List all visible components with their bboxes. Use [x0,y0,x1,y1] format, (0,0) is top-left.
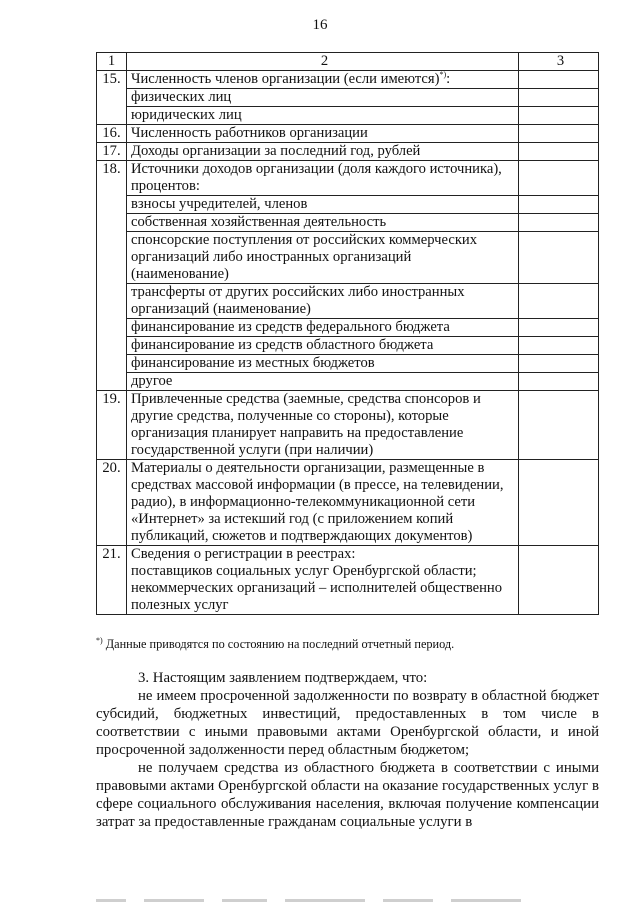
subrow-line: спонсорские поступления от российских коммерческих [131,232,478,248]
subrow-line: финансирование из местных бюджетов [131,355,375,371]
header-col-3: 3 [519,53,599,71]
row-label [127,391,519,460]
row-label [127,71,519,89]
table-subrow [97,319,599,337]
value-cell[interactable] [519,125,599,143]
table-subrow [97,337,599,355]
row-number: 17. [97,143,127,161]
table-subrow [97,232,599,284]
row-label-line: Сведения о регистрации в реестрах: [131,546,356,562]
subrow-line: финансирование из средств федерального бюджета [131,319,450,335]
subrow-line: взносы учредителей, членов [131,196,308,212]
subrow-label [127,284,519,319]
page-number: 16 [312,17,328,33]
subrow-label [127,214,519,232]
row-label-line: организация планирует направить на предоставление [131,425,464,441]
colon: : [446,71,451,87]
row-number: 20. [97,460,127,546]
value-cell[interactable] [519,546,599,615]
row-label-line: Материалы о деятельности организации, размещенные в [131,460,485,476]
row-label-line: полезных услуг [131,597,229,613]
table-subrow [97,284,599,319]
subrow-line: собственная хозяйственная деятельность [131,214,387,230]
paragraph-intro: 3. Настоящим заявлением подтверждаем, что: [138,670,428,686]
table-subrow [97,373,599,391]
row-number: 16. [97,125,127,143]
value-cell[interactable] [519,373,599,391]
value-cell[interactable] [519,89,599,107]
row-label-line: другие средства, полученные со стороны), которые [131,408,449,424]
table-row [97,125,599,143]
footnote-text: Данные приводятся по состоянию на последний отчетный период. [102,637,455,651]
value-cell[interactable] [519,71,599,89]
row-label-line: средствах массовой информации (в прессе, на телевидении, [131,477,504,493]
row-label-text: Численность членов организации (если имеются) [131,71,440,87]
value-cell[interactable] [519,337,599,355]
value-cell[interactable] [519,319,599,337]
table-subrow [97,214,599,232]
subrow-label [127,337,519,355]
table-subrow [97,355,599,373]
paragraph-no-funds: не получаем средства из областного бюджета в соответствии с иными правовыми актами Оренбургской области на оказание государственных услуг в сфере социального обслуживания населения, включая получение компенсации затрат за предоставленные гражданам социальные услуги в [96,760,599,830]
row-label [127,546,519,615]
value-cell[interactable] [519,355,599,373]
row-label-line: Привлеченные средства (заемные, средства спонсоров и [131,391,481,407]
form-table [96,52,599,615]
subrow-line: финансирование из средств областного бюджета [131,337,434,353]
row-number: 15. [97,71,127,125]
row-label: Численность работников организации [127,125,519,143]
subrow-line: трансферты от других российских либо иностранных [131,284,465,300]
footnote-mark: *) [96,635,103,645]
subrow-label [127,196,519,214]
row-label [127,161,519,196]
subrow-label [127,373,519,391]
value-cell[interactable] [519,107,599,125]
table-row [97,460,599,546]
value-cell[interactable] [519,214,599,232]
row-label-line: Источники доходов организации (доля каждого источника), [131,161,502,177]
table-subrow [97,196,599,214]
subrow-line: (наименование) [131,266,229,282]
row-label [127,460,519,546]
footnote-mark: *) [439,70,447,80]
row-label-line: процентов: [131,178,200,194]
value-cell[interactable] [519,196,599,214]
row-number: 21. [97,546,127,615]
row-label-line: государственной услуги (при наличии) [131,442,374,458]
subrow-label: физических лиц [127,89,519,107]
value-cell[interactable] [519,161,599,196]
cut-off-next-line [96,893,599,905]
table-row [97,546,599,615]
row-label-line: публикаций, сюжетов и подтверждающих документов) [131,528,473,544]
row-label: Доходы организации за последний год, рублей [127,143,519,161]
footnote [96,637,599,652]
row-label-line: поставщиков социальных услуг Оренбургской области; [131,563,477,579]
table-row [97,161,599,196]
table-subrow [97,107,599,125]
header-col-2: 2 [127,53,519,71]
table-row [97,71,599,89]
table-row [97,143,599,161]
subrow-label [127,232,519,284]
row-number: 18. [97,161,127,391]
subrow-line: организаций (наименование) [131,301,311,317]
row-label-line: некоммерческих организаций – исполнителей общественно [131,580,503,596]
row-label-line: «Интернет» за истекший год (с приложением копий [131,511,454,527]
subrow-label [127,355,519,373]
value-cell[interactable] [519,143,599,161]
value-cell[interactable] [519,391,599,460]
table-header-row [97,53,599,71]
value-cell[interactable] [519,232,599,284]
table-subrow [97,89,599,107]
subrow-line: другое [131,373,173,389]
value-cell[interactable] [519,460,599,546]
value-cell[interactable] [519,284,599,319]
subrow-label: юридических лиц [127,107,519,125]
subrow-label [127,319,519,337]
paragraph-no-debt: не имеем просроченной задолженности по возврату в областной бюджет субсидий, бюджетных инвестиций, предоставленных в том числе в соответствии с иными правовыми актами Оренбургской области, и иной просроченной задолженности перед областным бюджетом; [96,688,599,758]
subrow-line: организаций либо иностранных организаций [131,249,412,265]
header-col-1: 1 [97,53,127,71]
row-number: 19. [97,391,127,460]
table-row [97,391,599,460]
row-label-line: радио), в информационно-телекоммуникационной сети [131,494,476,510]
body-text [96,669,599,831]
